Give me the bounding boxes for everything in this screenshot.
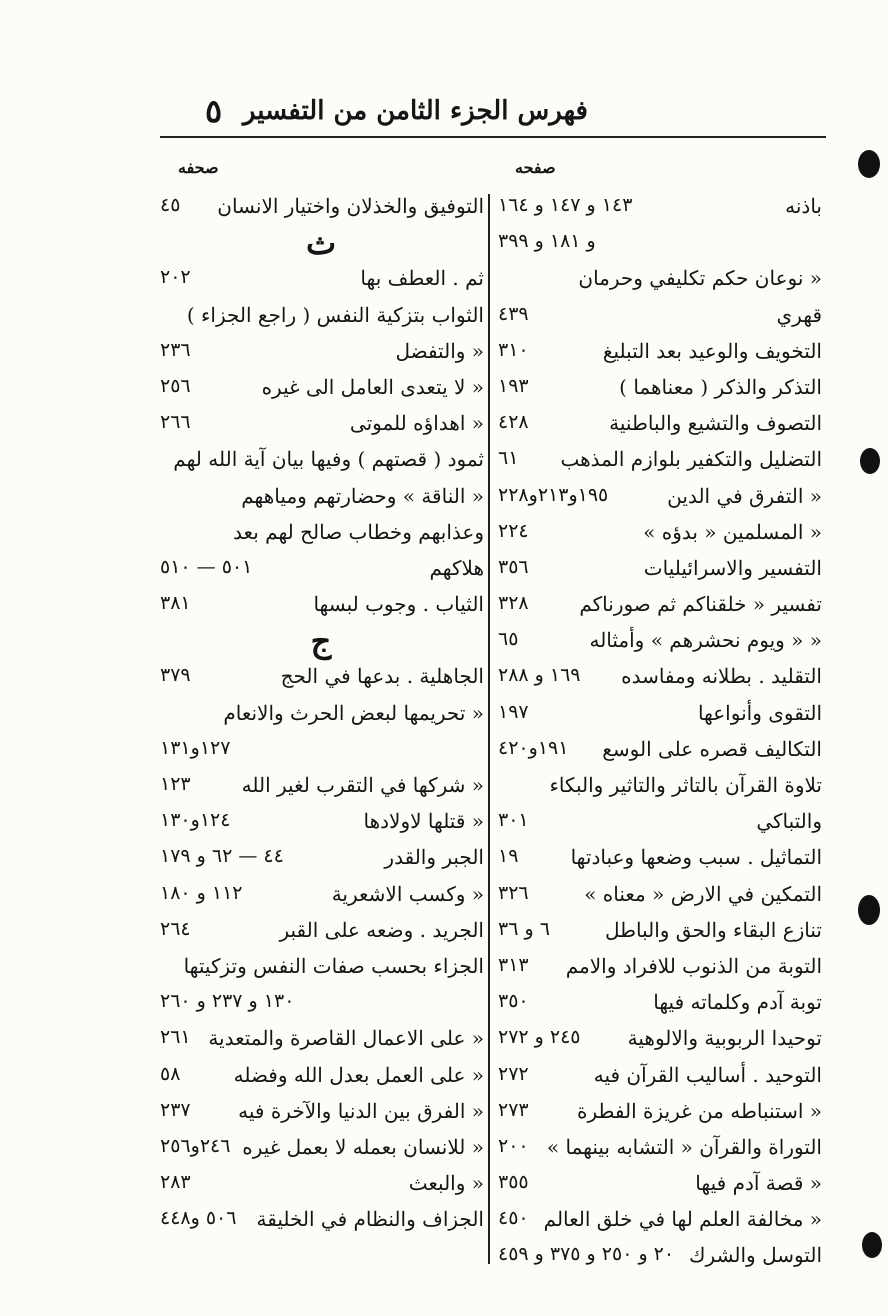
index-entry: [158, 769, 484, 805]
entry-topic: التوبة من الذنوب للافراد والامم: [565, 953, 822, 978]
entry-pages: ٢٧٣: [498, 1098, 529, 1121]
entry-topic: ثمود ( قصتهم ) وفيها بيان آية الله لهم: [173, 447, 484, 472]
index-entry: [496, 1167, 822, 1203]
entry-topic: الجزاء بحسب صفات النفس وتزكيتها: [183, 953, 484, 978]
index-entry: [496, 1203, 822, 1239]
entry-pages: ٢٣٦: [160, 338, 191, 361]
entry-topic: « قصة آدم فيها: [695, 1171, 822, 1196]
entry-pages: ٢٦٤: [160, 917, 191, 940]
entry-topic: وعذابهم وخطاب صالح لهم بعد: [233, 519, 484, 544]
index-entry: [158, 371, 484, 407]
index-entry: [496, 841, 822, 877]
section-letter: [158, 624, 484, 660]
entry-topic: توحيدا الربوبية والالوهية: [627, 1026, 822, 1051]
index-entry: [496, 950, 822, 986]
index-entry: [158, 190, 484, 226]
entry-topic: « شركها في التقرب لغير الله: [241, 773, 484, 797]
entry-pages: ٣٥٥: [498, 1171, 529, 1194]
entry-pages: ٣١٠: [498, 338, 529, 361]
index-entry: [496, 299, 822, 335]
index-entry: [158, 588, 484, 624]
entry-topic: تفسير « خلقناكم ثم صورناكم: [579, 592, 822, 617]
index-entry: [158, 552, 484, 588]
entry-topic: الثواب بتزكية النفس ( راجع الجزاء ): [186, 302, 484, 327]
entry-topic: الجاهلية . بدعها في الحج: [280, 664, 484, 689]
index-entry: [158, 986, 484, 1022]
index-entry: [158, 443, 484, 479]
index-entry: [158, 262, 484, 298]
entry-topic: « على العمل بعدل الله وفضله: [233, 1062, 484, 1087]
entry-topic: التقوى وأنواعها: [697, 700, 822, 725]
index-entry: [158, 1059, 484, 1095]
entry-topic: « والبعث: [408, 1171, 484, 1196]
entry-topic: والتباكي: [756, 809, 822, 834]
index-entry: [158, 841, 484, 877]
index-entry: [158, 878, 484, 914]
index-entry: [496, 407, 822, 443]
entry-pages: ٤٢٨: [498, 411, 529, 434]
entry-topic: التمكين في الارض « معناه »: [584, 881, 822, 906]
index-entry: [496, 1239, 822, 1275]
index-entry: [158, 1131, 484, 1167]
entry-pages: ٢٦١: [160, 1026, 191, 1049]
index-entry: [496, 986, 822, 1022]
index-entry: [158, 733, 484, 769]
entry-pages: ٢٢٤: [498, 519, 529, 542]
entry-topic: « والتفضل: [395, 338, 484, 363]
entry-pages: ٢٨٣: [160, 1171, 191, 1194]
entry-pages: ٢٥٦: [160, 374, 191, 397]
index-entry: [496, 805, 822, 841]
index-entry: [158, 335, 484, 371]
entry-topic: « للانسان بعمله لا بعمل غيره: [242, 1134, 484, 1159]
entry-topic: التوسل والشرك: [689, 1243, 822, 1268]
index-entry: [158, 480, 484, 516]
entry-pages: ٤٣٩: [498, 302, 529, 325]
entry-pages: ٢٠٠: [498, 1134, 529, 1157]
section-letter: [158, 226, 484, 262]
page-number: ٥: [205, 92, 223, 130]
index-entry: [496, 480, 822, 516]
entry-topic: هلاكهم: [429, 555, 484, 580]
entry-pages: ١٢٣: [160, 773, 191, 795]
entry-pages: ٣٠١: [498, 809, 529, 832]
entry-pages: ٣٥٦: [498, 555, 529, 578]
entry-pages: ٢٠٢: [160, 266, 191, 289]
entry-topic: التكاليف قصره على الوسع: [602, 736, 822, 761]
index-entry: [158, 697, 484, 733]
index-entry: [158, 1167, 484, 1203]
index-entry: [496, 660, 822, 696]
entry-pages: ١١٢ و ١٨٠: [160, 881, 243, 904]
entry-topic: التفسير والاسرائيليات: [643, 555, 822, 580]
entry-topic: تنازع البقاء والحق والباطل: [604, 917, 822, 942]
ink-blot: [860, 448, 880, 474]
entry-topic: التوراة والقرآن « التشابه بينهما »: [546, 1134, 822, 1159]
left-column-page-label: صحفه: [178, 158, 219, 177]
entry-topic: « الفرق بين الدنيا والآخرة فيه: [238, 1098, 484, 1123]
entry-topic: ثم . العطف بها: [360, 266, 484, 291]
entry-topic: « مخالفة العلم لها في خلق العالم: [543, 1207, 822, 1232]
entry-topic: الجبر والقدر: [384, 845, 484, 870]
index-entry: [158, 914, 484, 950]
entry-topic: « التفرق في الدين: [667, 483, 822, 508]
entry-pages: ٣٨١: [160, 592, 191, 615]
page-title: فهرس الجزء الثامن من التفسير: [242, 96, 588, 126]
index-entry: [496, 878, 822, 914]
index-entry: [496, 914, 822, 950]
index-entry: [496, 335, 822, 371]
entry-pages: ٢٧٢: [498, 1062, 529, 1085]
index-entry: [158, 805, 484, 841]
entry-pages: ١٣٠ و ٢٣٧ و ٢٦٠: [160, 990, 295, 1013]
index-entry: [158, 1095, 484, 1131]
ink-blot: [858, 895, 880, 925]
entry-topic: التقليد . بطلانه ومفاسده: [621, 664, 822, 689]
index-entry: [158, 1203, 484, 1239]
entry-pages: ١٩٧: [498, 700, 529, 723]
right-index-column: [496, 190, 822, 1276]
index-entry: [496, 1095, 822, 1131]
entry-pages: ١٩١و٤٢٠: [498, 736, 569, 759]
entry-pages: ٤٤ — ٦٢ و ١٧٩: [160, 845, 284, 868]
entry-pages: ٢٦٦: [160, 411, 191, 434]
entry-pages: ٣١٣: [498, 953, 529, 976]
right-column-page-label: صفحه: [515, 158, 556, 177]
entry-topic: توبة آدم وكلماته فيها: [653, 990, 822, 1015]
index-entry: [496, 262, 822, 298]
column-divider: [488, 194, 490, 1264]
entry-topic: التوفيق والخذلان واختيار الانسان: [217, 194, 484, 218]
entry-topic: التذكر والذكر ( معناهما ): [619, 374, 822, 399]
entry-pages: و ١٨١ و ٣٩٩: [498, 230, 596, 253]
index-entry: [496, 588, 822, 624]
entry-pages: ١٩٣: [498, 374, 529, 397]
index-entry: [496, 697, 822, 733]
entry-topic: « المسلمين « بدؤه »: [643, 519, 822, 544]
entry-topic: تلاوة القرآن بالتاثر والتاثير والبكاء: [549, 773, 822, 797]
entry-pages: ٢٤٥ و ٢٧٢: [498, 1026, 581, 1049]
section-letter-text: ج: [310, 622, 332, 661]
entry-topic: التخويف والوعيد بعد التبليغ: [602, 338, 822, 363]
index-entry: [158, 950, 484, 986]
entry-topic: « قتلها لاولادها: [363, 809, 484, 834]
ink-blot: [862, 1232, 882, 1258]
ink-blot: [858, 150, 880, 178]
index-entry: [496, 769, 822, 805]
index-entry: [496, 516, 822, 552]
entry-pages: ٥٠٦ و٤٤٨: [160, 1207, 237, 1230]
index-entry: [496, 552, 822, 588]
entry-topic: « اهداؤه للموتى: [349, 411, 484, 436]
entry-pages: ١٩٥و٢١٣و٢٢٨: [498, 483, 609, 506]
entry-pages: ١٦٩ و ٢٨٨: [498, 664, 581, 687]
entry-pages: ٦ و ٣٦: [498, 917, 550, 940]
entry-topic: التضليل والتكفير بلوازم المذهب: [560, 447, 822, 472]
entry-topic: « على الاعمال القاصرة والمتعدية: [208, 1026, 484, 1051]
index-entry: [496, 371, 822, 407]
entry-pages: ٣٧٩: [160, 664, 191, 687]
index-entry: [496, 190, 822, 226]
index-entry: [496, 1059, 822, 1095]
index-entry: [496, 1131, 822, 1167]
entry-pages: ٣٥٠: [498, 990, 529, 1013]
entry-pages: ٥٠١ — ٥١٠: [160, 555, 253, 578]
entry-pages: ٦١: [498, 447, 519, 470]
entry-pages: ٣٢٨: [498, 592, 529, 615]
entry-topic: « الناقة » وحضارتهم ومياههم: [241, 483, 484, 508]
entry-pages: ٢٣٧: [160, 1098, 191, 1121]
entry-pages: ٥٨: [160, 1062, 181, 1085]
entry-topic: « نوعان حكم تكليفي وحرمان: [578, 266, 822, 291]
index-entry: [158, 407, 484, 443]
entry-pages: ١٤٣ و ١٤٧ و ١٦٤: [498, 194, 633, 216]
index-entry: [158, 516, 484, 552]
entry-topic: الثياب . وجوب لبسها: [313, 592, 484, 617]
entry-pages: ٦٥: [498, 628, 519, 651]
entry-pages: ١٢٤و١٣٠: [160, 809, 231, 832]
entry-topic: التماثيل . سبب وضعها وعبادتها: [570, 845, 822, 870]
index-entry: [496, 733, 822, 769]
entry-topic: « استنباطه من غريزة الفطرة: [576, 1098, 822, 1123]
entry-topic: التوحيد . أساليب القرآن فيه: [593, 1062, 822, 1087]
index-entry: [496, 226, 822, 262]
section-letter-text: ث: [305, 224, 337, 263]
entry-topic: قهري: [776, 302, 822, 327]
entry-pages: ١٢٧و١٣١: [160, 736, 231, 759]
entry-topic: الجزاف والنظام في الخليقة: [256, 1207, 484, 1232]
index-entry: [158, 299, 484, 335]
entry-topic: باذنه: [785, 194, 822, 218]
entry-topic: « وكسب الاشعرية: [331, 881, 484, 906]
entry-topic: « « ويوم نحشرهم » وأمثاله: [589, 628, 822, 653]
index-entry: [496, 624, 822, 660]
entry-pages: ٣٢٦: [498, 881, 529, 904]
entry-pages: ٢٤٦و٢٥٦: [160, 1134, 231, 1157]
index-entry: [496, 443, 822, 479]
left-index-column: [158, 190, 484, 1239]
index-entry: [158, 660, 484, 696]
entry-pages: ٤٥: [160, 194, 181, 216]
entry-pages: ٤٥٠: [498, 1207, 529, 1230]
header-rule: [160, 136, 826, 138]
entry-topic: التصوف والتشيع والباطنية: [609, 411, 822, 436]
index-entry: [496, 1022, 822, 1058]
entry-topic: « لا يتعدى العامل الى غيره: [261, 374, 484, 399]
entry-pages: ١٩: [498, 845, 519, 868]
entry-topic: الجريد . وضعه على القبر: [279, 917, 484, 942]
index-entry: [158, 1022, 484, 1058]
entry-topic: « تحريمها لبعض الحرث والانعام: [223, 700, 484, 725]
entry-pages: ٢٠ و ٢٥٠ و ٣٧٥ و ٤٥٩: [498, 1243, 675, 1266]
